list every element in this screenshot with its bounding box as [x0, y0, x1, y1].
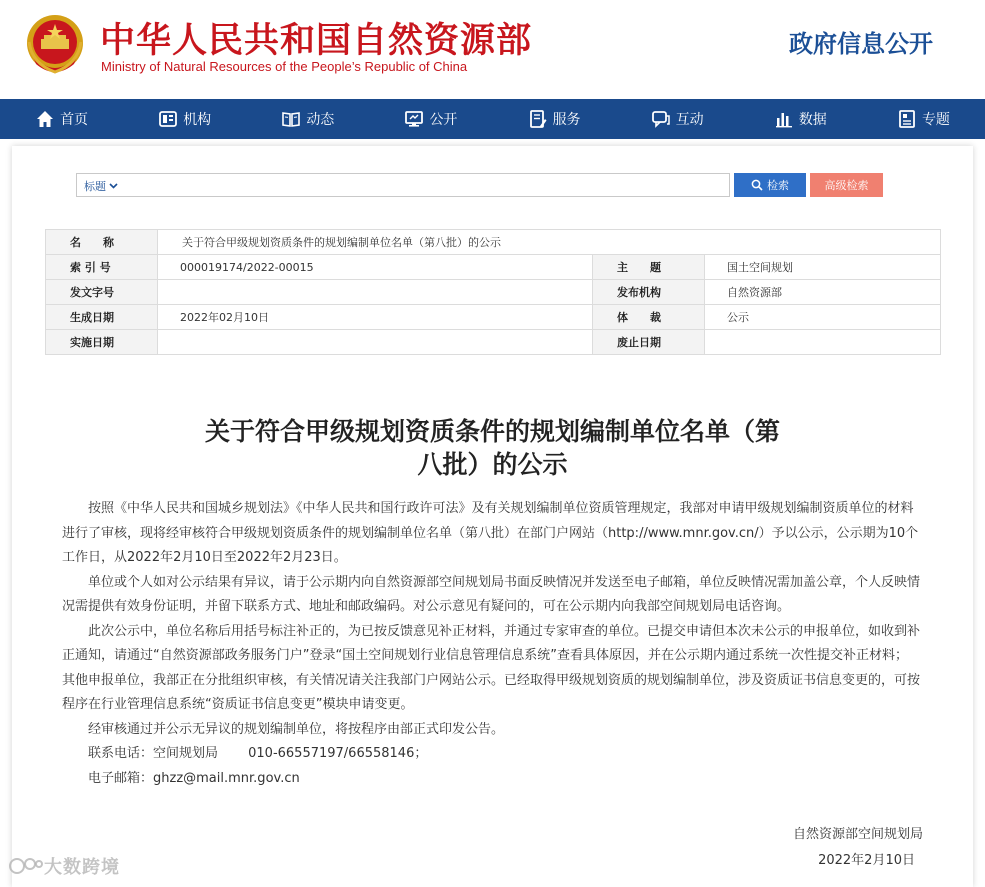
org-icon	[158, 109, 178, 129]
signature-date: 2022年2月10日	[818, 853, 915, 868]
search-input[interactable]	[76, 173, 730, 197]
main-nav	[0, 99, 985, 139]
meta-value-issuer: 自然资源部	[705, 280, 941, 305]
table-row	[46, 255, 941, 280]
paragraph: 此次公示中，单位名称后用括号标注补正的，为已按反馈意见补正材料，并通过专家审查的单位。已提交申请但本次未公示的申报单位，如收到补正通知，请通过“自然资源部政务服务门户”登录“国土空间规划行业信息管理信息系统”查看具体原因，并在公示期内通过系统一次性提交补正材料；其他申报单位，我部正在分批组织审核，有关情况请关注我部门户网站公示。已经取得甲级规划资质的规划编制单位，涉及资质证书信息变更的，可按程序在行业管理信息系统“资质证书信息变更”模块申请变更。	[62, 623, 921, 712]
table-row	[46, 230, 941, 255]
nav-item-data[interactable]	[774, 109, 827, 129]
meta-key: 主 题	[593, 255, 705, 280]
contact-email[interactable]: 电子邮箱：ghzz@mail.mnr.gov.cn	[88, 770, 300, 786]
nav-item-topic[interactable]	[897, 109, 950, 129]
search-button[interactable]	[734, 173, 806, 197]
site-title[interactable]: 中华人民共和国自然资源部	[100, 20, 533, 61]
meta-key: 发文字号	[46, 280, 158, 305]
meta-value-name: 关于符合甲级规划资质条件的规划编制单位名单（第八批）的公示	[158, 230, 941, 255]
contact-phone: 联系电话：空间规划局 010-66557197/66558146；	[88, 746, 428, 761]
topic-icon	[897, 109, 917, 129]
nav-item-label: 动态	[306, 112, 335, 128]
search-button-label: 检索	[767, 179, 789, 192]
article-title	[150, 415, 835, 481]
news-icon	[281, 109, 301, 129]
meta-value-subject: 国土空间规划	[705, 255, 941, 280]
meta-key: 索 引 号	[46, 255, 158, 280]
site-subtitle-english: Ministry of Natural Resources of the People’s Republic of China	[101, 59, 468, 74]
search-icon	[751, 179, 763, 191]
nav-item-label: 服务	[552, 112, 581, 128]
section-title[interactable]: 政府信息公开	[789, 30, 933, 58]
chevron-down-icon	[109, 183, 118, 189]
search-type-label: 标题	[84, 180, 106, 193]
meta-value-effective	[158, 330, 593, 355]
site-header	[0, 0, 985, 98]
bar-chart-icon	[774, 109, 794, 129]
meta-key: 生成日期	[46, 305, 158, 330]
national-emblem-icon	[24, 12, 86, 78]
advanced-search-button[interactable]	[810, 173, 883, 197]
article-body	[62, 497, 920, 791]
article-title-line: 关于符合甲级规划资质条件的规划编制单位名单（第	[204, 417, 780, 446]
table-row	[46, 305, 941, 330]
form-icon	[528, 109, 548, 129]
watermark	[8, 853, 120, 879]
monitor-icon	[404, 109, 424, 129]
advanced-search-label: 高级检索	[824, 179, 869, 192]
nav-item-label: 数据	[798, 112, 827, 128]
chat-icon	[651, 109, 671, 129]
meta-key: 发布机构	[593, 280, 705, 305]
paragraph: 单位或个人如对公示结果有异议，请于公示期内向自然资源部空间规划局书面反映情况并发送至电子邮箱，单位反映情况需加盖公章，个人反映情况需提供有效身份证明，并留下联系方式、地址和邮政编码。对公示意见有疑问的，可在公示期内向我部空间规划局电话咨询。	[62, 574, 921, 614]
meta-value-date: 2022年02月10日	[158, 305, 593, 330]
nav-item-home[interactable]	[35, 109, 88, 129]
watermark-text: 大数跨境	[44, 857, 120, 878]
document-metadata-table	[45, 229, 941, 355]
meta-value-index: 000019174/2022-00015	[158, 255, 593, 280]
table-row	[46, 280, 941, 305]
article-title-line: 八批）的公示	[417, 450, 568, 479]
nav-item-label: 专题	[921, 112, 950, 128]
nav-item-label: 首页	[60, 112, 89, 128]
meta-key: 废止日期	[593, 330, 705, 355]
nav-item-label: 公开	[429, 112, 458, 128]
nav-item-org[interactable]	[158, 109, 211, 129]
table-row	[46, 330, 941, 355]
nav-item-label: 互动	[675, 112, 704, 128]
meta-key: 名 称	[46, 230, 158, 255]
watermark-logo-icon	[8, 854, 44, 878]
paragraph: 经审核通过并公示无异议的规划编制单位，将按程序由部正式印发公告。	[88, 721, 505, 737]
nav-item-news[interactable]	[281, 109, 334, 129]
signature: 自然资源部空间规划局	[792, 827, 923, 842]
meta-key: 实施日期	[46, 330, 158, 355]
nav-item-interact[interactable]	[651, 109, 704, 129]
meta-value-repeal	[705, 330, 941, 355]
meta-value-docno	[158, 280, 593, 305]
nav-item-service[interactable]	[528, 109, 581, 129]
meta-value-genre: 公示	[705, 305, 941, 330]
nav-item-open[interactable]	[404, 109, 457, 129]
paragraph: 按照《中华人民共和国城乡规划法》《中华人民共和国行政许可法》及有关规划编制单位资质管理规定，我部对申请甲级规划编制资质单位的材料进行了审核，现将经审核符合甲级规划资质条件的规划编制单位名单（第八批）在部门户网站（http://www.mnr.gov.cn/）予以公示，公示期为10个工作日，从2022年2月10日至2022年2月23日。	[62, 501, 919, 565]
home-icon	[35, 109, 55, 129]
search-type-select[interactable]	[84, 178, 118, 194]
nav-item-label: 机构	[183, 112, 212, 128]
meta-key: 体 裁	[593, 305, 705, 330]
